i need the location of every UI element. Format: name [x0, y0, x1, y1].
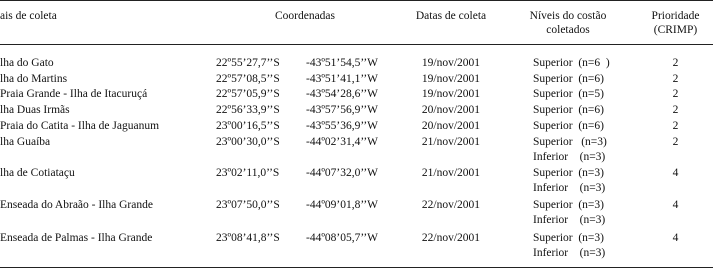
row-level: Superior (n=3) — [533, 136, 607, 148]
row-longitude: -44º07’32,0’’W — [306, 167, 379, 179]
row-priority: 4 — [672, 232, 679, 244]
row-date: 20/nov/2001 — [421, 120, 481, 132]
row-local: lha Duas Irmãs — [0, 104, 70, 116]
header-rule — [0, 44, 713, 45]
row-priority: 2 — [672, 88, 679, 100]
row-longitude: -43º57’56,9’’W — [306, 104, 379, 116]
row-local: lha de Cotiataçu — [0, 167, 75, 179]
row-latitude: 23º00’30,0’’S — [216, 136, 280, 148]
row-priority: 2 — [672, 136, 679, 148]
row-local: lha do Gato — [0, 57, 54, 69]
header-prioridade: Prioridade (CRIMP) — [651, 10, 700, 36]
row-longitude: -43º55’36,9’’W — [306, 120, 379, 132]
row-latitude: 23º02’11,0’’S — [216, 167, 280, 179]
row-local: Enseada do Abraão - Ilha Grande — [0, 199, 153, 211]
row-level: Inferior (n=3) — [533, 182, 606, 194]
row-local: Enseada de Palmas - Ilha Grande — [0, 232, 153, 244]
row-local: lha Guaíba — [0, 136, 51, 148]
row-date: 19/nov/2001 — [421, 57, 481, 69]
row-level: Superior (n=3) — [533, 199, 604, 211]
row-date: 22/nov/2001 — [421, 232, 481, 244]
header-niveis: Níveis do costão coletados — [529, 10, 607, 36]
row-longitude: -43º54’28,6’’W — [306, 88, 379, 100]
row-level: Superior (n=5) — [533, 88, 604, 100]
row-level: Superior (n=3) — [533, 167, 604, 179]
row-longitude: -44º02’31,4’’W — [306, 136, 379, 148]
row-priority: 2 — [672, 57, 679, 69]
row-date: 21/nov/2001 — [421, 136, 481, 148]
top-rule — [0, 0, 713, 1]
row-latitude: 22º55’27,7’’S — [216, 57, 280, 69]
row-level: Inferior (n=3) — [533, 247, 606, 259]
row-level: Inferior (n=3) — [533, 151, 606, 163]
row-local: Praia Grande - Ilha de Itacuruçá — [0, 88, 148, 100]
row-level: Superior (n=3) — [533, 232, 604, 244]
row-date: 19/nov/2001 — [421, 73, 481, 85]
header-locais: ais de coleta — [0, 10, 57, 22]
header-coordenadas: Coordenadas — [274, 10, 336, 22]
row-longitude: -43º51’54,5’’W — [306, 57, 379, 69]
row-longitude: -44º08’05,7’’W — [306, 232, 379, 244]
row-priority: 2 — [672, 104, 679, 116]
row-longitude: -44º09’01,8’’W — [306, 199, 379, 211]
row-date: 22/nov/2001 — [421, 199, 481, 211]
row-latitude: 23º00’16,5’’S — [216, 120, 280, 132]
row-priority: 2 — [672, 120, 679, 132]
row-date: 21/nov/2001 — [421, 167, 481, 179]
row-latitude: 22º57’08,5’’S — [216, 73, 280, 85]
row-level: Superior (n=6) — [533, 73, 604, 85]
row-level: Inferior (n=3) — [533, 214, 606, 226]
row-level: Superior (n=6 ) — [533, 57, 610, 69]
row-longitude: -43º51’41,1’’W — [306, 73, 379, 85]
row-priority: 4 — [672, 167, 679, 179]
row-date: 19/nov/2001 — [421, 88, 481, 100]
row-level: Superior (n=6) — [533, 120, 604, 132]
row-local: lha do Martins — [0, 73, 68, 85]
row-latitude: 23º08’41,8’’S — [216, 232, 280, 244]
row-priority: 4 — [672, 199, 679, 211]
row-priority: 2 — [672, 73, 679, 85]
row-latitude: 22º56’33,9’’S — [216, 104, 280, 116]
row-latitude: 22º57’05,9’’S — [216, 88, 280, 100]
row-date: 20/nov/2001 — [421, 104, 481, 116]
header-datas: Datas de coleta — [415, 10, 487, 22]
row-latitude: 23º07’50,0’’S — [216, 199, 280, 211]
bottom-rule — [0, 267, 713, 268]
row-local: Praia do Catita - Ilha de Jaguanum — [0, 120, 160, 132]
row-level: Superior (n=6) — [533, 104, 604, 116]
